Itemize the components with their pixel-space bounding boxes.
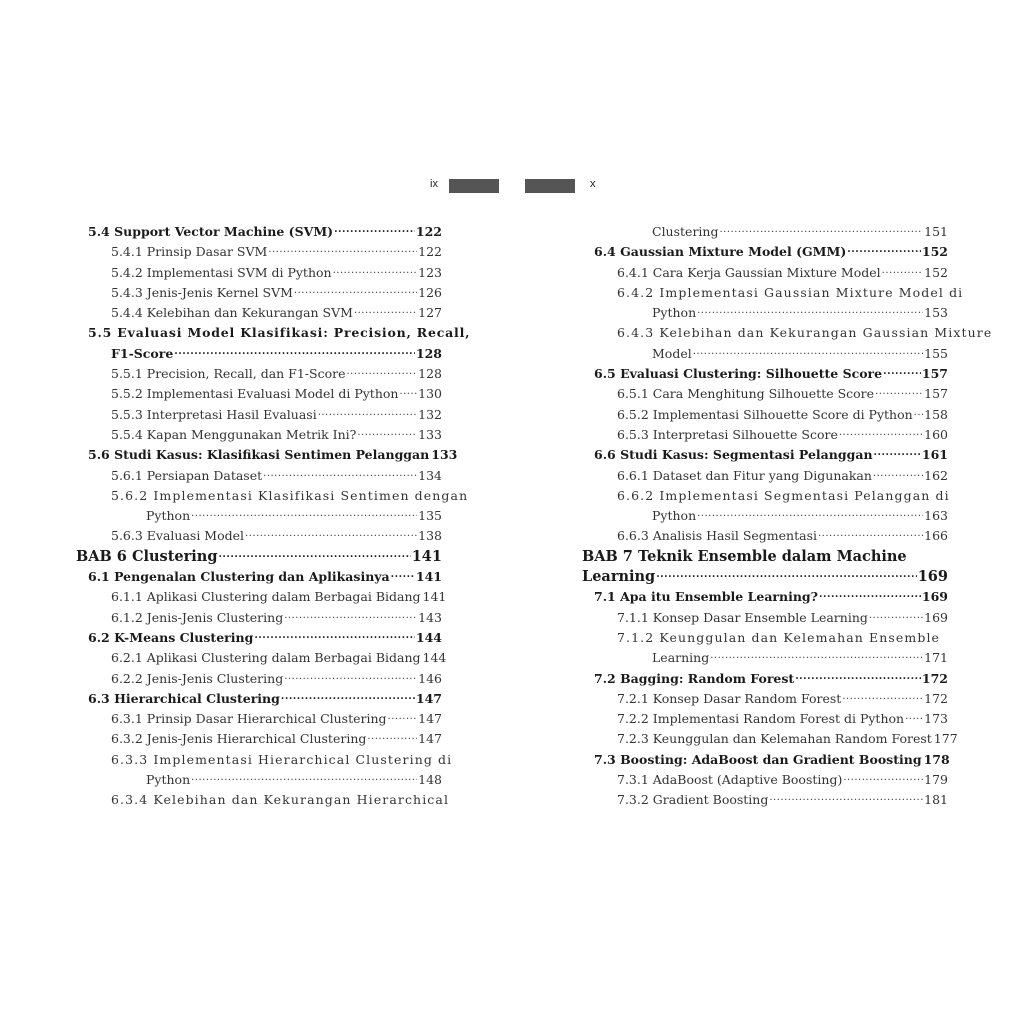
toc-entry-page: 135	[418, 508, 442, 524]
toc-entry[interactable]	[76, 669, 442, 689]
toc-entry-page: 169	[921, 589, 948, 605]
toc-entry[interactable]	[76, 628, 442, 648]
toc-entry-page: 126	[418, 284, 442, 300]
toc-entry-title: F1-Score	[111, 345, 174, 361]
toc-dot-leader	[268, 244, 417, 256]
toc-dot-leader	[284, 671, 417, 683]
toc-entry-page: 148	[418, 772, 442, 788]
toc-entry-title: 6.1.2 Jenis-Jenis Clustering	[111, 609, 284, 625]
toc-entry[interactable]	[582, 567, 948, 587]
toc-entry-title: 6.2.2 Jenis-Jenis Clustering	[111, 670, 284, 686]
toc-dot-leader	[769, 792, 923, 804]
toc-entry[interactable]	[76, 547, 442, 567]
toc-entry[interactable]	[76, 242, 442, 262]
toc-entry-page: 169	[924, 609, 948, 625]
toc-entry[interactable]	[582, 587, 948, 607]
toc-entry[interactable]	[76, 709, 442, 729]
right-page-number: x	[590, 178, 596, 190]
toc-entry-title: 5.5.1 Precision, Recall, dan F1-Score	[111, 366, 346, 382]
toc-dot-leader	[354, 305, 417, 317]
toc-entry-title: 7.2 Bagging: Random Forest	[594, 670, 795, 686]
toc-entry-title: 5.4.2 Implementasi SVM di Python	[111, 264, 332, 280]
toc-entry[interactable]	[582, 384, 948, 404]
toc-dot-leader	[263, 468, 417, 480]
toc-entry-title: 6.6 Studi Kasus: Segmentasi Pelanggan	[594, 447, 873, 463]
toc-dot-leader	[388, 711, 418, 723]
toc-entry-title: 5.4 Support Vector Machine (SVM)	[88, 224, 334, 239]
toc-entry[interactable]	[582, 750, 948, 770]
toc-entry-title: 6.2.1 Aplikasi Clustering dalam Berbagai Bidang	[111, 650, 421, 666]
toc-entry[interactable]	[582, 222, 948, 242]
toc-entry[interactable]	[76, 648, 447, 668]
toc-entry-title: Model	[652, 345, 692, 361]
toc-entry-page: 144	[415, 629, 442, 645]
toc-entry[interactable]	[76, 425, 442, 445]
toc-entry-title: 5.4.3 Jenis-Jenis Kernel SVM	[111, 284, 293, 300]
toc-entry-title: 6.4.2 Implementasi Gaussian Mixture Model di	[617, 284, 964, 300]
toc-entry-title: 6.4.1 Cara Kerja Gaussian Mixture Model	[617, 264, 881, 280]
toc-entry-page: 147	[418, 711, 442, 727]
toc-dot-leader	[883, 366, 921, 378]
toc-left-column	[76, 222, 471, 811]
toc-entry-page: 169	[917, 568, 948, 586]
toc-dot-leader	[875, 386, 923, 398]
toc-entry[interactable]	[582, 425, 948, 445]
toc-dot-leader	[697, 508, 923, 520]
toc-entry-page: 177	[933, 731, 958, 747]
toc-entry-page: 160	[924, 426, 948, 442]
toc-entry[interactable]	[76, 486, 469, 506]
toc-dot-leader	[795, 671, 921, 683]
toc-entry-title: 7.1 Apa itu Ensemble Learning?	[594, 589, 818, 605]
toc-dot-leader	[905, 711, 923, 723]
toc-entry-title: 7.3.1 AdaBoost (Adaptive Boosting)	[617, 772, 843, 788]
toc-entry[interactable]	[582, 608, 948, 628]
toc-entry-page: 127	[418, 305, 442, 321]
toc-entry-title: 7.3 Boosting: AdaBoost dan Gradient Boosting	[594, 751, 922, 767]
toc-entry[interactable]	[582, 669, 948, 689]
toc-entry[interactable]	[76, 790, 450, 810]
toc-entry-page: 123	[418, 264, 442, 280]
toc-entry-title: 5.6 Studi Kasus: Klasifikasi Sentimen Pelanggan	[88, 447, 430, 463]
toc-entry-page: 122	[415, 224, 442, 239]
toc-entry[interactable]	[76, 445, 458, 465]
toc-dot-leader	[843, 772, 923, 784]
toc-entry-title: 6.2 K-Means Clustering	[88, 629, 254, 645]
toc-entry[interactable]	[76, 689, 442, 709]
toc-entry-page: 181	[924, 792, 948, 808]
toc-entry[interactable]	[582, 303, 948, 323]
toc-dot-leader	[191, 508, 417, 520]
toc-dot-leader	[839, 427, 923, 439]
toc-entry-page: 144	[422, 650, 447, 666]
toc-entry-title: Learning	[582, 568, 656, 586]
toc-entry-page: 141	[411, 547, 442, 565]
toc-entry-page: 128	[415, 345, 442, 361]
toc-entry-page: 178	[923, 751, 950, 767]
toc-entry[interactable]	[76, 364, 442, 384]
toc-entry-page: 132	[418, 406, 442, 422]
toc-entry[interactable]	[76, 729, 442, 749]
toc-entry[interactable]	[582, 486, 948, 506]
toc-entry-title: 6.4 Gaussian Mixture Model (GMM)	[594, 244, 847, 260]
toc-entry-page: 172	[921, 670, 948, 686]
toc-entry-title: 6.3.2 Jenis-Jenis Hierarchical Clustering	[111, 731, 367, 747]
toc-entry-page: 153	[924, 305, 948, 321]
toc-entry-page: 152	[924, 264, 948, 280]
toc-dot-leader	[818, 528, 923, 540]
toc-entry-title: 6.5.2 Implementasi Silhouette Score di Python	[617, 406, 913, 422]
toc-entry-page: 134	[418, 467, 442, 483]
toc-entry[interactable]	[582, 242, 948, 262]
toc-entry[interactable]	[76, 344, 442, 364]
toc-entry-title: 6.1.1 Aplikasi Clustering dalam Berbagai Bidang	[111, 589, 421, 605]
toc-entry-page: 152	[921, 244, 948, 260]
toc-entry-page: 155	[924, 345, 948, 361]
toc-entry-title: 5.6.2 Implementasi Klasifikasi Sentimen dengan	[111, 487, 469, 503]
toc-entry-page: 161	[921, 447, 948, 463]
toc-entry[interactable]	[76, 283, 442, 303]
toc-dot-leader	[318, 407, 417, 419]
right-header-bar	[525, 179, 575, 193]
toc-entry[interactable]	[76, 608, 442, 628]
toc-dot-leader	[882, 265, 923, 277]
toc-entry-title: 5.5.3 Interpretasi Hasil Evaluasi	[111, 406, 317, 422]
toc-entry-page: 143	[418, 609, 442, 625]
toc-entry-page: 162	[924, 467, 948, 483]
toc-dot-leader	[281, 691, 415, 703]
toc-entry-page: 128	[418, 366, 442, 382]
toc-entry[interactable]	[582, 526, 948, 546]
toc-dot-leader	[254, 630, 415, 642]
toc-entry[interactable]	[582, 628, 948, 648]
toc-dot-leader	[294, 285, 417, 297]
toc-entry[interactable]	[582, 648, 948, 668]
toc-entry-page: 147	[418, 731, 442, 747]
toc-entry-page: 172	[924, 690, 948, 706]
toc-entry-title: 7.2.3 Keunggulan dan Kelemahan Random Forest	[617, 731, 932, 747]
toc-entry-title: Python	[652, 305, 697, 321]
toc-entry[interactable]	[582, 547, 948, 567]
toc-entry[interactable]	[582, 364, 948, 384]
toc-entry-title: 6.3 Hierarchical Clustering	[88, 690, 280, 706]
toc-entry-title: 6.6.3 Analisis Hasil Segmentasi	[617, 528, 817, 544]
toc-entry-title: BAB 6 Clustering	[76, 547, 218, 565]
toc-entry-page: 179	[924, 772, 948, 788]
toc-entry[interactable]	[76, 567, 442, 587]
toc-entry-title: 5.5 Evaluasi Model Klasifikasi: Precision, Recall,	[88, 325, 471, 341]
toc-entry-title: Python	[652, 508, 697, 524]
toc-entry-page: 173	[924, 711, 948, 727]
toc-dot-leader	[399, 386, 417, 398]
toc-entry[interactable]	[76, 750, 453, 770]
toc-entry-page: 146	[418, 670, 442, 686]
toc-entry-page: 133	[431, 447, 458, 463]
toc-entry-title: BAB 7 Teknik Ensemble dalam Machine	[582, 547, 907, 565]
toc-dot-leader	[914, 407, 923, 419]
toc-entry-page: 166	[924, 528, 948, 544]
toc-entry-title: 7.2.1 Konsep Dasar Random Forest	[617, 690, 842, 706]
toc-entry[interactable]	[582, 283, 964, 303]
toc-entry-title: 7.1.1 Konsep Dasar Ensemble Learning	[617, 609, 868, 625]
toc-entry-title: 5.4.4 Kelebihan dan Kekurangan SVM	[111, 305, 353, 321]
toc-dot-leader	[367, 731, 417, 743]
toc-entry[interactable]	[582, 506, 948, 526]
toc-entry-title: 5.4.1 Prinsip Dasar SVM	[111, 244, 268, 260]
toc-entry-title: 6.5.1 Cara Menghitung Silhouette Score	[617, 386, 875, 402]
toc-entry-title: 5.6.1 Persiapan Dataset	[111, 467, 263, 483]
toc-entry[interactable]	[582, 323, 993, 343]
toc-entry-title: 6.4.3 Kelebihan dan Kekurangan Gaussian Mixture	[617, 325, 993, 341]
toc-dot-leader	[847, 244, 921, 256]
toc-dot-leader	[218, 549, 410, 561]
toc-entry-page: 133	[418, 426, 442, 442]
toc-entry[interactable]	[76, 384, 442, 404]
toc-right-column	[582, 222, 993, 811]
toc-entry-title: 5.6.3 Evaluasi Model	[111, 528, 245, 544]
toc-entry[interactable]	[76, 587, 447, 607]
toc-entry[interactable]	[76, 770, 442, 790]
toc-dot-leader	[245, 528, 417, 540]
toc-entry[interactable]	[76, 466, 442, 486]
toc-entry[interactable]	[582, 790, 948, 810]
toc-entry[interactable]	[582, 445, 948, 465]
toc-entry[interactable]	[582, 466, 948, 486]
toc-entry-page: 138	[418, 528, 442, 544]
toc-entry[interactable]	[582, 709, 948, 729]
toc-entry[interactable]	[76, 263, 442, 283]
toc-entry[interactable]	[76, 526, 442, 546]
toc-entry[interactable]	[76, 323, 471, 343]
toc-entry-title: 7.2.2 Implementasi Random Forest di Python	[617, 711, 905, 727]
toc-dot-leader	[710, 650, 923, 662]
toc-entry[interactable]	[582, 770, 948, 790]
toc-entry-page: 151	[924, 224, 948, 239]
toc-entry[interactable]	[582, 344, 948, 364]
toc-entry-title: 6.5.3 Interpretasi Silhouette Score	[617, 426, 838, 442]
toc-dot-leader	[284, 610, 417, 622]
toc-dot-leader	[357, 427, 417, 439]
toc-entry-title: 5.5.4 Kapan Menggunakan Metrik Ini?	[111, 426, 357, 442]
toc-dot-leader	[842, 691, 923, 703]
toc-dot-leader	[391, 569, 415, 581]
toc-dot-leader	[191, 772, 417, 784]
toc-entry[interactable]	[582, 263, 948, 283]
toc-entry[interactable]	[582, 729, 958, 749]
toc-entry-page: 130	[418, 386, 442, 402]
toc-entry-page: 122	[418, 244, 442, 260]
toc-entry-title: 7.3.2 Gradient Boosting	[617, 792, 769, 808]
toc-entry-page: 158	[924, 406, 948, 422]
toc-entry-title: 6.6.2 Implementasi Segmentasi Pelanggan di	[617, 487, 950, 503]
toc-entry[interactable]	[582, 405, 948, 425]
toc-dot-leader	[874, 447, 921, 459]
toc-entry-page: 147	[415, 690, 442, 706]
toc-entry-title: 6.1 Pengenalan Clustering dan Aplikasinya	[88, 569, 390, 585]
toc-entry-title: Learning	[652, 650, 710, 666]
toc-dot-leader	[697, 305, 923, 317]
toc-dot-leader	[819, 589, 921, 601]
toc-entry-title: Clustering	[652, 224, 719, 239]
toc-entry-title: Python	[146, 508, 191, 524]
toc-entry-title: 6.3.4 Kelebihan dan Kekurangan Hierarchical	[111, 792, 450, 808]
toc-entry[interactable]	[76, 506, 442, 526]
toc-entry-title: Python	[146, 772, 191, 788]
toc-entry-title: 5.5.2 Implementasi Evaluasi Model di Python	[111, 386, 399, 402]
left-header-bar	[449, 179, 499, 193]
toc-entry-title: 6.3.3 Implementasi Hierarchical Clustering di	[111, 751, 453, 767]
toc-entry[interactable]	[76, 405, 442, 425]
toc-entry-title: 6.3.1 Prinsip Dasar Hierarchical Clustering	[111, 711, 387, 727]
toc-dot-leader	[334, 224, 415, 236]
toc-entry[interactable]	[582, 689, 948, 709]
toc-dot-leader	[873, 468, 923, 480]
toc-entry[interactable]	[76, 222, 442, 242]
toc-dot-leader	[719, 224, 923, 236]
toc-entry-page: 157	[924, 386, 948, 402]
toc-entry-page: 171	[924, 650, 948, 666]
toc-dot-leader	[347, 366, 418, 378]
toc-entry[interactable]	[76, 303, 442, 323]
toc-entry-title: 6.5 Evaluasi Clustering: Silhouette Score	[594, 366, 883, 382]
left-page-number: ix	[430, 178, 438, 190]
toc-entry-page: 141	[422, 589, 447, 605]
toc-entry-title: 6.6.1 Dataset dan Fitur yang Digunakan	[617, 467, 872, 483]
toc-entry-page: 157	[921, 366, 948, 382]
toc-entry-title: 7.1.2 Keunggulan dan Kelemahan Ensemble	[617, 629, 941, 645]
toc-entry-page: 141	[415, 569, 442, 585]
toc-dot-leader	[174, 346, 415, 358]
toc-dot-leader	[333, 265, 418, 277]
toc-dot-leader	[869, 610, 923, 622]
toc-dot-leader	[656, 569, 917, 581]
toc-dot-leader	[693, 346, 923, 358]
toc-entry-page: 163	[924, 508, 948, 524]
